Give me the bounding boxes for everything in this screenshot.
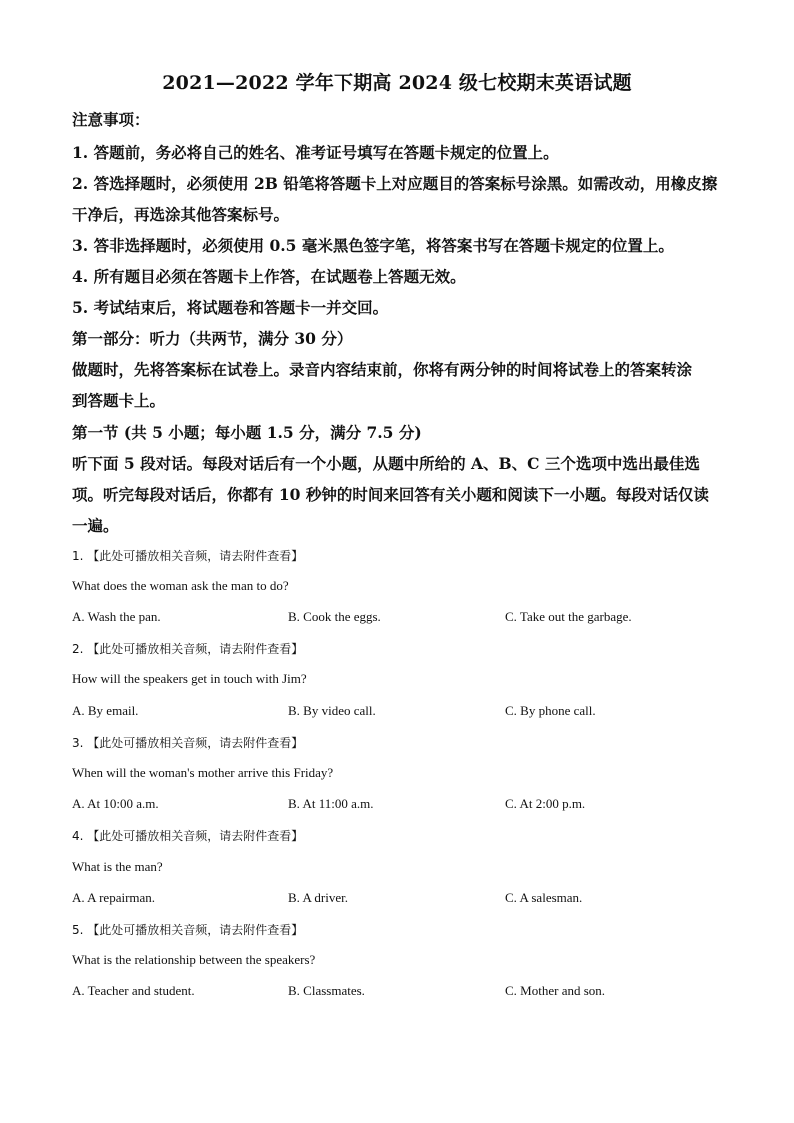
notice-heading: 注意事项： — [72, 110, 150, 129]
section1-instruction: 项。听完每段对话后，你都有 10 秒钟的时间来回答有关小题和阅读下一小题。每段对话仅读 — [72, 485, 709, 504]
question-2-audio-header: 2. 【此处可播放相关音频，请去附件查看】 — [72, 642, 304, 656]
question-3-option-c: C. At 2:00 p.m. — [505, 796, 586, 811]
question-4-option-c: C. A salesman. — [505, 890, 583, 905]
question-4-text: What is the man? — [72, 859, 163, 874]
question-1-text: What does the woman ask the man to do? — [72, 578, 289, 593]
question-2-option-b: B. By video call. — [288, 703, 376, 718]
question-4-audio-header: 4. 【此处可播放相关音频，请去附件查看】 — [72, 829, 304, 843]
part1-heading: 第一部分：听力（共两节，满分 30 分） — [72, 329, 353, 348]
question-5-option-a: A. Teacher and student. — [72, 983, 195, 998]
question-2-option-a: A. By email. — [72, 703, 139, 718]
question-3-audio-header: 3. 【此处可播放相关音频，请去附件查看】 — [72, 736, 304, 750]
exam-title: 2021—2022 学年下期高 2024 级七校期末英语试题 — [162, 72, 632, 94]
question-1-option-c: C. Take out the garbage. — [505, 609, 632, 624]
question-1-option-a: A. Wash the pan. — [72, 609, 161, 624]
section1-heading: 第一节 (共 5 小题；每小题 1.5 分，满分 7.5 分) — [72, 423, 422, 442]
question-5-option-c: C. Mother and son. — [505, 983, 606, 998]
question-2-text: How will the speakers get in touch with Jim? — [72, 671, 307, 686]
question-3-text: When will the woman's mother arrive this Friday? — [72, 765, 334, 780]
question-3-option-a: A. At 10:00 a.m. — [72, 796, 159, 811]
question-4-option-b: B. A driver. — [288, 890, 348, 905]
question-2-option-c: C. By phone call. — [505, 703, 596, 718]
notice-item: 4. 所有题目必须在答题卡上作答，在试题卷上答题无效。 — [72, 267, 466, 286]
notice-item: 干净后，再选涂其他答案标号。 — [72, 205, 290, 224]
section1-instruction: 一遍。 — [72, 516, 119, 535]
section1-instruction: 听下面 5 段对话。每段对话后有一个小题，从题中所给的 A、B、C 三个选项中选出最佳选 — [72, 454, 700, 473]
question-5-text: What is the relationship between the speakers? — [72, 952, 316, 967]
question-5-audio-header: 5. 【此处可播放相关音频，请去附件查看】 — [72, 923, 304, 937]
notice-item: 3. 答非选择题时，必须使用 0.5 毫米黑色签字笔，将答案书写在答题卡规定的位置上。 — [72, 236, 674, 255]
question-1-option-b: B. Cook the eggs. — [288, 609, 381, 624]
notice-item: 5. 考试结束后，将试题卷和答题卡一并交回。 — [72, 298, 389, 317]
question-1-audio-header: 1. 【此处可播放相关音频，请去附件查看】 — [72, 549, 304, 563]
question-5-option-b: B. Classmates. — [288, 983, 365, 998]
notice-item: 1. 答题前，务必将自己的姓名、准考证号填写在答题卡规定的位置上。 — [72, 143, 559, 162]
question-3-option-b: B. At 11:00 a.m. — [288, 796, 374, 811]
notice-item: 2. 答选择题时，必须使用 2B 铅笔将答题卡上对应题目的答案标号涂黑。如需改动，用橡皮擦 — [72, 174, 718, 193]
question-4-option-a: A. A repairman. — [72, 890, 156, 905]
part1-instruction: 做题时，先将答案标在试卷上。录音内容结束前，你将有两分钟的时间将试卷上的答案转涂 — [72, 360, 693, 379]
part1-instruction: 到答题卡上。 — [72, 391, 166, 410]
